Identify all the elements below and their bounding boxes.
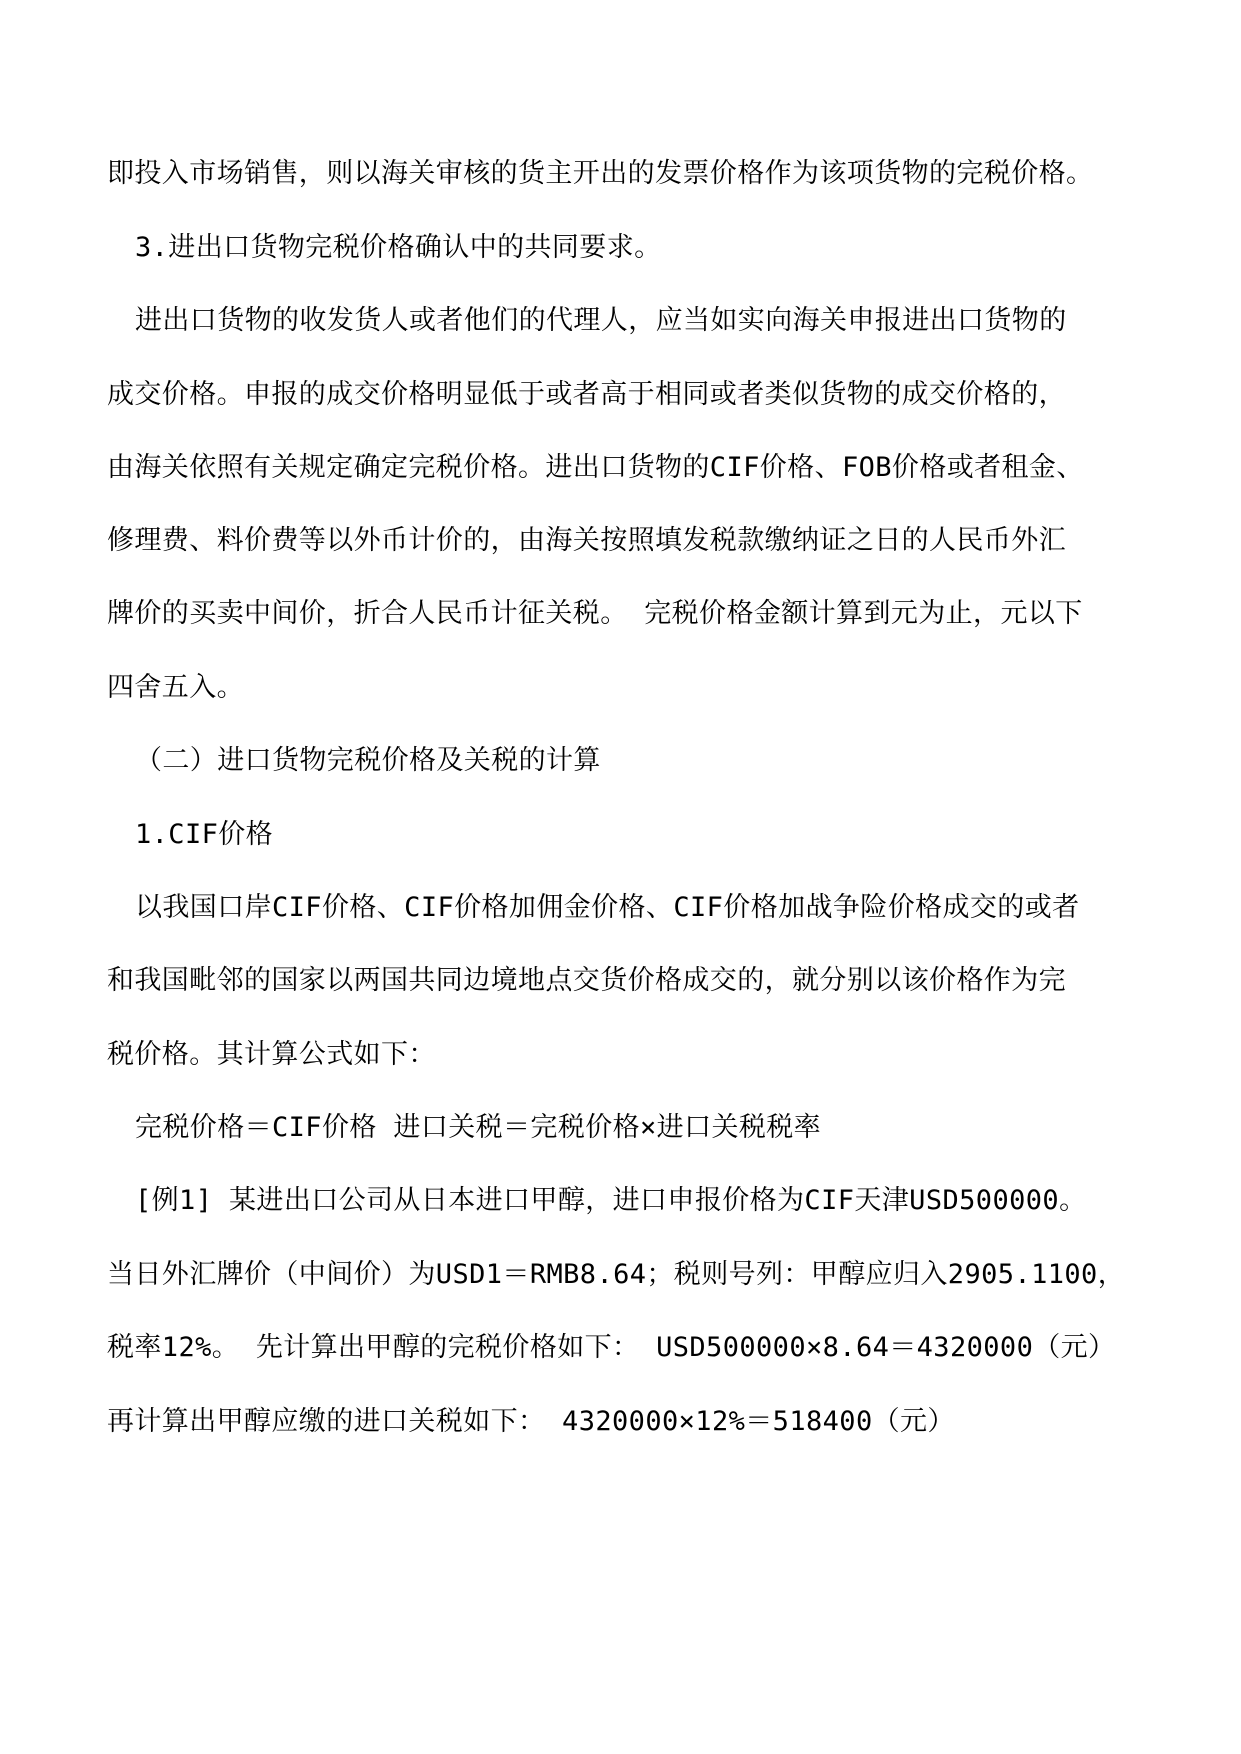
text-line: 即投入市场销售，则以海关审核的货主开出的发票价格作为该项货物的完税价格。: [107, 158, 1094, 189]
text-line: 税率12%。 先计算出甲醇的完税价格如下： USD500000×8.64＝4320000（元）: [107, 1332, 1116, 1363]
text-line: 牌价的买卖中间价，折合人民币计征关税。 完税价格金额计算到元为止，元以下: [107, 598, 1083, 629]
text-line: 成交价格。申报的成交价格明显低于或者高于相同或者类似货物的成交价格的，: [107, 379, 1066, 410]
text-line: 以我国口岸CIF价格、CIF价格加佣金价格、CIF价格加战争险价格成交的或者: [135, 892, 1080, 923]
formula-line: 完税价格＝CIF价格 进口关税＝完税价格×进口关税税率: [135, 1112, 822, 1143]
text-line: 再计算出甲醇应缴的进口关税如下： 4320000×12%＝518400（元）: [107, 1406, 955, 1437]
text-line: 由海关依照有关规定确定完税价格。进出口货物的CIF价格、FOB价格或者租金、: [107, 452, 1084, 483]
text-line: 和我国毗邻的国家以两国共同边境地点交货价格成交的，就分别以该价格作为完: [107, 965, 1066, 996]
text-line: 当日外汇牌价（中间价）为USD1＝RMB8.64；税则号列：甲醇应归入2905.1100，: [107, 1259, 1126, 1290]
text-line: 进出口货物的收发货人或者他们的代理人，应当如实向海关申报进出口货物的: [135, 305, 1067, 336]
example-line: [例1] 某进出口公司从日本进口甲醇，进口申报价格为CIF天津USD500000。: [135, 1185, 1087, 1216]
text-line: 四舍五入。: [107, 672, 244, 703]
text-line: 修理费、料价费等以外币计价的，由海关按照填发税款缴纳证之日的人民币外汇: [107, 525, 1066, 556]
subsection-heading: 1.CIF价格: [135, 819, 274, 850]
text-line: 税价格。其计算公式如下：: [107, 1039, 436, 1070]
text-line: 3.进出口货物完税价格确认中的共同要求。: [135, 232, 662, 263]
section-heading: （二）进口货物完税价格及关税的计算: [135, 745, 601, 776]
